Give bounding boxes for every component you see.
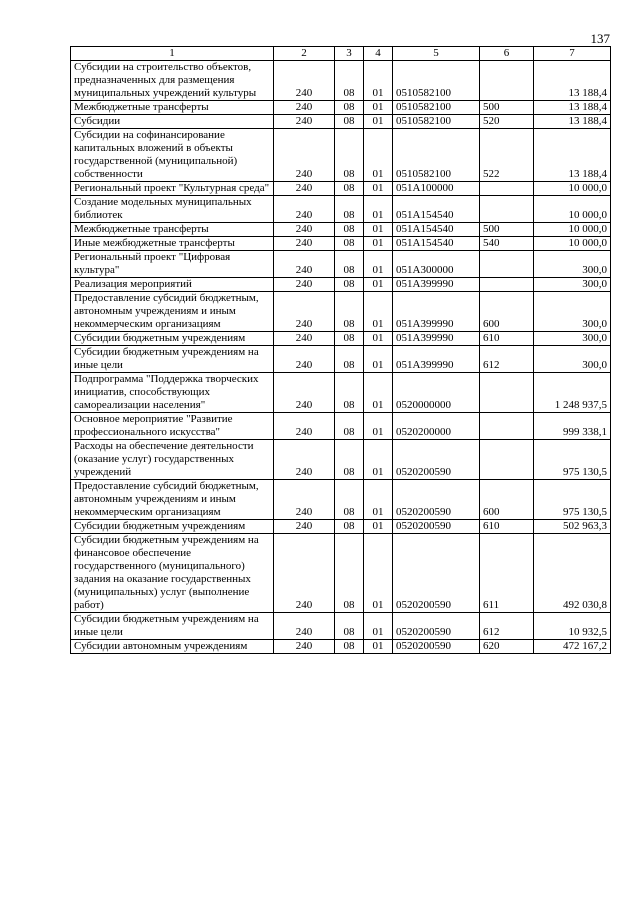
table-row bbox=[71, 196, 611, 223]
row-subsection: 01 bbox=[364, 520, 393, 534]
table-row bbox=[71, 101, 611, 115]
table-row bbox=[71, 346, 611, 373]
table-row bbox=[71, 278, 611, 292]
row-target-code: 051A300000 bbox=[393, 251, 480, 278]
row-amount: 300,0 bbox=[534, 332, 611, 346]
row-subsection: 01 bbox=[364, 61, 393, 101]
row-subsection: 01 bbox=[364, 115, 393, 129]
row-amount: 975 130,5 bbox=[534, 480, 611, 520]
row-subsection: 01 bbox=[364, 237, 393, 251]
row-section: 08 bbox=[335, 196, 364, 223]
row-section: 08 bbox=[335, 413, 364, 440]
row-expense-type: 520 bbox=[480, 115, 534, 129]
row-subsection: 01 bbox=[364, 440, 393, 480]
row-target-code: 051A100000 bbox=[393, 182, 480, 196]
row-expense-type: 620 bbox=[480, 640, 534, 654]
table-row bbox=[71, 223, 611, 237]
row-subsection: 01 bbox=[364, 223, 393, 237]
row-expense-type: 612 bbox=[480, 613, 534, 640]
row-name: Межбюджетные трансферты bbox=[71, 223, 274, 237]
row-amount: 300,0 bbox=[534, 346, 611, 373]
row-name: Межбюджетные трансферты bbox=[71, 101, 274, 115]
row-admin-code: 240 bbox=[274, 373, 335, 413]
row-section: 08 bbox=[335, 292, 364, 332]
row-section: 08 bbox=[335, 61, 364, 101]
row-expense-type: 540 bbox=[480, 237, 534, 251]
row-section: 08 bbox=[335, 480, 364, 520]
row-subsection: 01 bbox=[364, 346, 393, 373]
header-row bbox=[71, 47, 611, 61]
row-section: 08 bbox=[335, 129, 364, 182]
row-section: 08 bbox=[335, 373, 364, 413]
row-amount: 13 188,4 bbox=[534, 61, 611, 101]
table-row bbox=[71, 640, 611, 654]
row-admin-code: 240 bbox=[274, 61, 335, 101]
row-section: 08 bbox=[335, 237, 364, 251]
row-amount: 472 167,2 bbox=[534, 640, 611, 654]
row-name: Основное мероприятие "Развитие профессионального искусства" bbox=[71, 413, 274, 440]
row-name: Подпрограмма "Поддержка творческих инициатив, способствующих самореализации населения" bbox=[71, 373, 274, 413]
table-row bbox=[71, 413, 611, 440]
row-section: 08 bbox=[335, 101, 364, 115]
row-admin-code: 240 bbox=[274, 223, 335, 237]
table-row bbox=[71, 373, 611, 413]
row-target-code: 0510582100 bbox=[393, 61, 480, 101]
row-subsection: 01 bbox=[364, 129, 393, 182]
table-row bbox=[71, 115, 611, 129]
row-amount: 10 000,0 bbox=[534, 223, 611, 237]
header-col-1: 1 bbox=[71, 47, 274, 61]
row-section: 08 bbox=[335, 346, 364, 373]
row-admin-code: 240 bbox=[274, 520, 335, 534]
table-header bbox=[71, 47, 611, 61]
row-subsection: 01 bbox=[364, 480, 393, 520]
row-section: 08 bbox=[335, 640, 364, 654]
row-target-code: 051A399990 bbox=[393, 332, 480, 346]
row-expense-type bbox=[480, 61, 534, 101]
row-target-code: 0520200590 bbox=[393, 440, 480, 480]
row-name: Субсидии бюджетным учреждениям bbox=[71, 332, 274, 346]
row-amount: 10 000,0 bbox=[534, 196, 611, 223]
row-amount: 1 248 937,5 bbox=[534, 373, 611, 413]
row-target-code: 0520200590 bbox=[393, 613, 480, 640]
row-section: 08 bbox=[335, 534, 364, 613]
row-target-code: 051A154540 bbox=[393, 196, 480, 223]
row-target-code: 051A154540 bbox=[393, 223, 480, 237]
row-target-code: 0520200590 bbox=[393, 534, 480, 613]
row-name: Субсидии bbox=[71, 115, 274, 129]
row-section: 08 bbox=[335, 182, 364, 196]
header-col-3: 3 bbox=[335, 47, 364, 61]
row-target-code: 0520200590 bbox=[393, 520, 480, 534]
row-section: 08 bbox=[335, 278, 364, 292]
row-amount: 10 000,0 bbox=[534, 182, 611, 196]
row-expense-type: 612 bbox=[480, 346, 534, 373]
row-name: Субсидии автономным учреждениям bbox=[71, 640, 274, 654]
row-expense-type: 500 bbox=[480, 223, 534, 237]
row-admin-code: 240 bbox=[274, 278, 335, 292]
row-amount: 975 130,5 bbox=[534, 440, 611, 480]
row-subsection: 01 bbox=[364, 534, 393, 613]
row-expense-type bbox=[480, 440, 534, 480]
row-name: Предоставление субсидий бюджетным, автономным учреждениям и иным некоммерческим организациям bbox=[71, 292, 274, 332]
row-amount: 13 188,4 bbox=[534, 115, 611, 129]
header-col-6: 6 bbox=[480, 47, 534, 61]
row-subsection: 01 bbox=[364, 182, 393, 196]
row-target-code: 0520200000 bbox=[393, 413, 480, 440]
table-row bbox=[71, 182, 611, 196]
row-subsection: 01 bbox=[364, 196, 393, 223]
row-target-code: 051A399990 bbox=[393, 346, 480, 373]
row-section: 08 bbox=[335, 223, 364, 237]
row-expense-type bbox=[480, 196, 534, 223]
row-name: Субсидии бюджетным учреждениям на иные цели bbox=[71, 613, 274, 640]
row-admin-code: 240 bbox=[274, 613, 335, 640]
row-target-code: 051A399990 bbox=[393, 292, 480, 332]
row-expense-type bbox=[480, 278, 534, 292]
row-target-code: 0510582100 bbox=[393, 115, 480, 129]
row-subsection: 01 bbox=[364, 251, 393, 278]
row-admin-code: 240 bbox=[274, 292, 335, 332]
row-amount: 10 932,5 bbox=[534, 613, 611, 640]
row-amount: 300,0 bbox=[534, 292, 611, 332]
row-admin-code: 240 bbox=[274, 251, 335, 278]
row-admin-code: 240 bbox=[274, 101, 335, 115]
row-subsection: 01 bbox=[364, 613, 393, 640]
row-admin-code: 240 bbox=[274, 534, 335, 613]
header-col-7: 7 bbox=[534, 47, 611, 61]
row-subsection: 01 bbox=[364, 278, 393, 292]
row-name: Субсидии бюджетным учреждениям bbox=[71, 520, 274, 534]
row-amount: 999 338,1 bbox=[534, 413, 611, 440]
row-amount: 300,0 bbox=[534, 278, 611, 292]
row-section: 08 bbox=[335, 613, 364, 640]
row-admin-code: 240 bbox=[274, 196, 335, 223]
row-amount: 492 030,8 bbox=[534, 534, 611, 613]
row-admin-code: 240 bbox=[274, 640, 335, 654]
row-amount: 300,0 bbox=[534, 251, 611, 278]
row-expense-type: 522 bbox=[480, 129, 534, 182]
row-name: Субсидии на софинансирование капитальных вложений в объекты государственной (муниципальной) собственности bbox=[71, 129, 274, 182]
row-section: 08 bbox=[335, 332, 364, 346]
row-admin-code: 240 bbox=[274, 129, 335, 182]
row-section: 08 bbox=[335, 251, 364, 278]
table-row bbox=[71, 534, 611, 613]
row-name: Субсидии бюджетным учреждениям на иные цели bbox=[71, 346, 274, 373]
row-name: Региональный проект "Цифровая культура" bbox=[71, 251, 274, 278]
row-name: Создание модельных муниципальных библиотек bbox=[71, 196, 274, 223]
row-subsection: 01 bbox=[364, 373, 393, 413]
header-col-2: 2 bbox=[274, 47, 335, 61]
table-row bbox=[71, 480, 611, 520]
row-expense-type: 610 bbox=[480, 520, 534, 534]
row-expense-type bbox=[480, 182, 534, 196]
row-amount: 13 188,4 bbox=[534, 129, 611, 182]
row-section: 08 bbox=[335, 115, 364, 129]
table-row bbox=[71, 129, 611, 182]
row-admin-code: 240 bbox=[274, 440, 335, 480]
row-name: Расходы на обеспечение деятельности (оказание услуг) государственных учреждений bbox=[71, 440, 274, 480]
header-col-4: 4 bbox=[364, 47, 393, 61]
row-target-code: 0520200590 bbox=[393, 640, 480, 654]
row-section: 08 bbox=[335, 520, 364, 534]
row-subsection: 01 bbox=[364, 332, 393, 346]
table-row bbox=[71, 332, 611, 346]
row-expense-type: 610 bbox=[480, 332, 534, 346]
table-row bbox=[71, 61, 611, 101]
table-row bbox=[71, 520, 611, 534]
row-amount: 13 188,4 bbox=[534, 101, 611, 115]
row-expense-type: 500 bbox=[480, 101, 534, 115]
row-subsection: 01 bbox=[364, 413, 393, 440]
row-admin-code: 240 bbox=[274, 237, 335, 251]
row-subsection: 01 bbox=[364, 292, 393, 332]
row-name: Субсидии на строительство объектов, предназначенных для размещения муниципальных учреждений культуры bbox=[71, 61, 274, 101]
table-row bbox=[71, 440, 611, 480]
row-admin-code: 240 bbox=[274, 480, 335, 520]
row-name: Реализация мероприятий bbox=[71, 278, 274, 292]
table-row bbox=[71, 237, 611, 251]
table-row bbox=[71, 613, 611, 640]
row-admin-code: 240 bbox=[274, 413, 335, 440]
row-section: 08 bbox=[335, 440, 364, 480]
row-expense-type bbox=[480, 251, 534, 278]
row-admin-code: 240 bbox=[274, 115, 335, 129]
row-target-code: 0510582100 bbox=[393, 129, 480, 182]
row-expense-type bbox=[480, 373, 534, 413]
row-admin-code: 240 bbox=[274, 346, 335, 373]
row-admin-code: 240 bbox=[274, 182, 335, 196]
header-col-5: 5 bbox=[393, 47, 480, 61]
row-amount: 10 000,0 bbox=[534, 237, 611, 251]
row-subsection: 01 bbox=[364, 640, 393, 654]
row-name: Предоставление субсидий бюджетным, автономным учреждениям и иным некоммерческим организациям bbox=[71, 480, 274, 520]
row-target-code: 0520000000 bbox=[393, 373, 480, 413]
page-number: 137 bbox=[590, 31, 610, 46]
row-subsection: 01 bbox=[364, 101, 393, 115]
budget-table bbox=[70, 46, 611, 654]
row-expense-type: 600 bbox=[480, 480, 534, 520]
row-target-code: 0510582100 bbox=[393, 101, 480, 115]
row-target-code: 051A154540 bbox=[393, 237, 480, 251]
table-row bbox=[71, 292, 611, 332]
table-row bbox=[71, 251, 611, 278]
row-name: Иные межбюджетные трансферты bbox=[71, 237, 274, 251]
row-expense-type: 611 bbox=[480, 534, 534, 613]
table-body bbox=[71, 61, 611, 654]
row-target-code: 0520200590 bbox=[393, 480, 480, 520]
row-expense-type: 600 bbox=[480, 292, 534, 332]
row-admin-code: 240 bbox=[274, 332, 335, 346]
row-expense-type bbox=[480, 413, 534, 440]
row-name: Региональный проект "Культурная среда" bbox=[71, 182, 274, 196]
row-amount: 502 963,3 bbox=[534, 520, 611, 534]
row-name: Субсидии бюджетным учреждениям на финансовое обеспечение государственного (муниципального) задания на оказание государственных (муниципальных) услуг (выполнение работ) bbox=[71, 534, 274, 613]
row-target-code: 051A399990 bbox=[393, 278, 480, 292]
